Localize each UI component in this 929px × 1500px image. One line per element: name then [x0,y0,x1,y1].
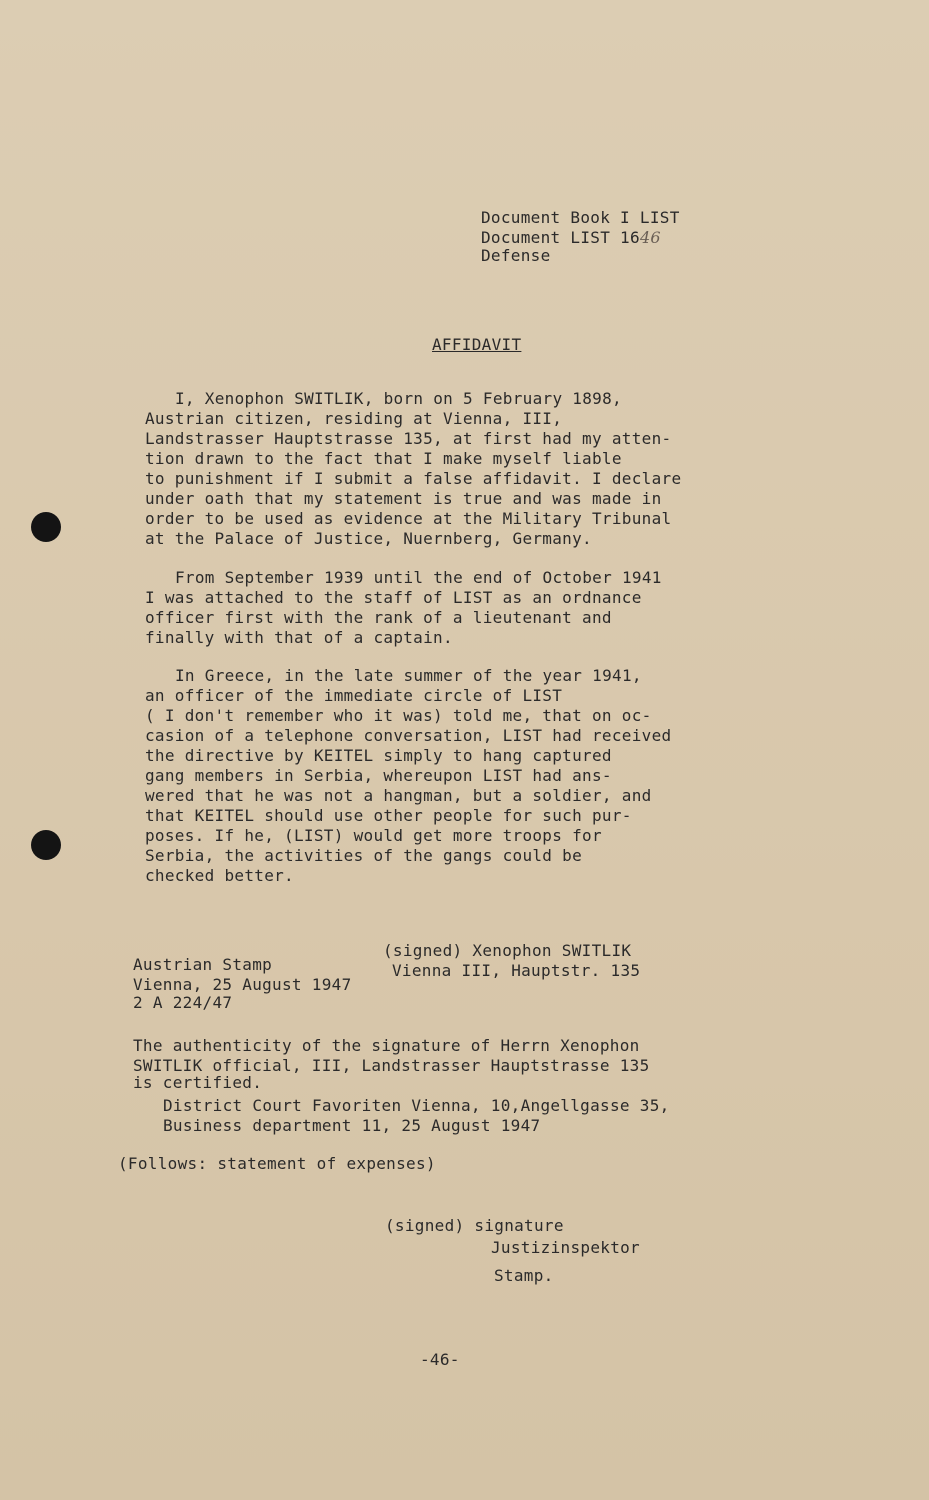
text-line: The authenticity of the signature of Herrn Xenophon [133,1036,640,1055]
text-line: under oath that my statement is true and was made in [145,489,662,508]
punch-hole [31,830,61,860]
stamp-label: Stamp. [494,1266,554,1285]
justizinspektor: Justizinspektor [491,1238,640,1257]
text-line: that KEITEL should use other people for such pur- [145,806,632,825]
page-title: AFFIDAVIT [432,335,522,354]
text-line: casion of a telephone conversation, LIST had received [145,726,672,745]
text-line: I was attached to the staff of LIST as an ordnance [145,588,642,607]
text-line: to punishment if I submit a false affidavit. I declare [145,469,682,488]
austrian-stamp: Austrian Stamp [133,955,273,974]
doc-list-line: Document LIST 1646 [481,228,661,247]
stamp-reference: 2 A 224/47 [133,993,233,1012]
text-line: checked better. [145,866,294,885]
text-line: the directive by KEITEL simply to hang captured [145,746,612,765]
page-number: -46- [420,1350,460,1369]
text-line: finally with that of a captain. [145,628,453,647]
text-line: SWITLIK official, III, Landstrasser Hauptstrasse 135 [133,1056,650,1075]
text-line: gang members in Serbia, whereupon LIST had ans- [145,766,612,785]
defense-line: Defense [481,246,551,265]
stamp-date: Vienna, 25 August 1947 [133,975,352,994]
final-signed: (signed) signature [385,1216,564,1235]
text-line: tion drawn to the fact that I make myself liable [145,449,622,468]
follows-note: (Follows: statement of expenses) [118,1154,436,1173]
text-line: I, Xenophon SWITLIK, born on 5 February 1898, [175,389,622,408]
text-line: poses. If he, (LIST) would get more troops for [145,826,602,845]
text-line: officer first with the rank of a lieutenant and [145,608,612,627]
signed-name: (signed) Xenophon SWITLIK [383,941,632,960]
text-line: District Court Favoriten Vienna, 10,Angellgasse 35, [163,1096,670,1115]
text-line: at the Palace of Justice, Nuernberg, Germany. [145,529,592,548]
handwritten-number: 46 [639,228,661,247]
text-line: Landstrasser Hauptstrasse 135, at first had my atten- [145,429,672,448]
text-line: an officer of the immediate circle of LIST [145,686,563,705]
text-line: wered that he was not a hangman, but a soldier, and [145,786,652,805]
text-line: is certified. [133,1073,263,1092]
text-line: Austrian citizen, residing at Vienna, III, [145,409,563,428]
text-line: In Greece, in the late summer of the year 1941, [175,666,642,685]
text-line: From September 1939 until the end of October 1941 [175,568,662,587]
text-line: order to be used as evidence at the Military Tribunal [145,509,672,528]
text-line: ( I don't remember who it was) told me, that on oc- [145,706,652,725]
punch-hole [31,512,61,542]
doc-book-line: Document Book I LIST [481,208,680,227]
text-line: Business department 11, 25 August 1947 [163,1116,541,1135]
text-line: Serbia, the activities of the gangs could be [145,846,583,865]
signer-address: Vienna III, Hauptstr. 135 [392,961,641,980]
